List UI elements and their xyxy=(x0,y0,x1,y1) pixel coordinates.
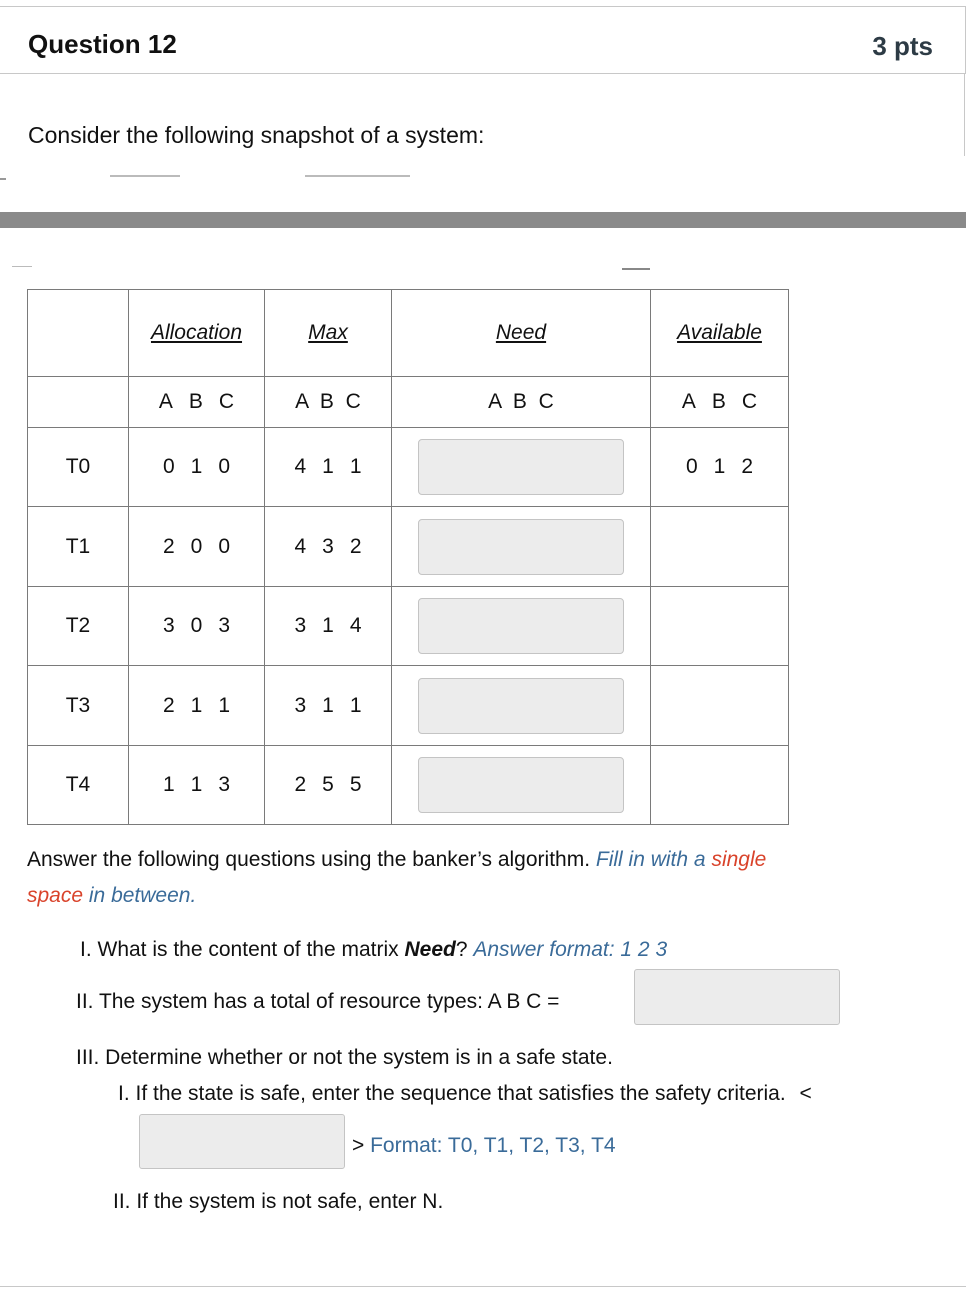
separator-band xyxy=(0,212,966,228)
need-input-t3[interactable] xyxy=(418,678,624,734)
instructions-fill: Fill in with a xyxy=(595,848,706,871)
allocation-subheader xyxy=(129,377,265,428)
table-row xyxy=(28,666,789,746)
greater-than: > xyxy=(352,1134,365,1157)
value: 1 xyxy=(349,693,362,717)
thread-label: T2 xyxy=(28,587,129,666)
allocation-header: Allocation xyxy=(129,290,265,377)
need-input-t0[interactable] xyxy=(418,439,624,495)
table-row xyxy=(28,507,789,587)
value: 1 xyxy=(218,693,231,717)
thread-label: T3 xyxy=(28,666,129,746)
value: 3 xyxy=(322,534,334,558)
empty-cell xyxy=(651,666,789,746)
need-input-t1[interactable] xyxy=(418,519,624,575)
table-row xyxy=(28,587,789,666)
need-header: Need xyxy=(392,290,651,377)
instructions-between: in between. xyxy=(88,884,197,907)
value: 2 xyxy=(162,693,175,717)
allocation-values xyxy=(129,587,265,666)
value: 1 xyxy=(322,614,334,637)
q2-text: II. The system has a total of resource types: A B C = xyxy=(76,990,560,1013)
intro-text: Consider the following snapshot of a system: xyxy=(28,122,485,148)
max-values xyxy=(265,666,392,746)
value: 4 xyxy=(349,614,362,637)
resource-label: C xyxy=(218,390,235,413)
value: 3 xyxy=(294,614,307,637)
question-points: 3 pts xyxy=(872,31,933,61)
instructions xyxy=(27,848,766,872)
q3-sub1-text: I. If the state is safe, enter the sequence that satisfies the safety criteria. xyxy=(118,1082,786,1105)
empty-cell xyxy=(651,507,789,587)
instructions-space: space xyxy=(27,884,84,907)
scan-artifact xyxy=(0,178,6,180)
empty-cell xyxy=(28,290,129,377)
instructions-main: Answer the following questions using the banker’s algorithm. xyxy=(27,848,591,871)
need-input-t2[interactable] xyxy=(418,598,624,654)
value: 2 xyxy=(741,455,754,478)
q1-need: Need xyxy=(404,938,456,961)
max-values xyxy=(265,507,392,587)
available-values xyxy=(651,428,789,507)
table-subheader-row xyxy=(28,377,789,428)
q3-format: Format: T0, T1, T2, T3, T4 xyxy=(370,1134,616,1157)
value: 0 xyxy=(190,534,203,558)
need-cell xyxy=(392,428,651,507)
value: 3 xyxy=(218,773,231,796)
value: 1 xyxy=(190,773,203,796)
value: 0 xyxy=(190,614,203,637)
max-values xyxy=(265,587,392,666)
q3-format-line xyxy=(352,1134,616,1158)
value: 3 xyxy=(162,614,175,637)
less-than: < xyxy=(799,1082,812,1105)
empty-cell xyxy=(651,587,789,666)
available-header: Available xyxy=(651,290,789,377)
need-cell xyxy=(392,746,651,825)
empty-cell xyxy=(651,746,789,825)
table-row xyxy=(28,428,789,507)
value: 0 xyxy=(218,534,231,558)
value: 3 xyxy=(218,614,231,637)
need-input-t4[interactable] xyxy=(418,757,624,813)
resource-label: A xyxy=(681,390,696,413)
scan-artifact xyxy=(12,266,32,267)
scan-artifact xyxy=(110,175,180,177)
value: 5 xyxy=(349,773,362,796)
value: 0 xyxy=(218,455,231,478)
value: 1 xyxy=(162,773,175,796)
max-header: Max xyxy=(265,290,392,377)
q3-text: III. Determine whether or not the system is in a safe state. xyxy=(76,1046,613,1069)
question-1 xyxy=(80,938,667,962)
max-values xyxy=(265,746,392,825)
value: 4 xyxy=(294,455,307,478)
allocation-values xyxy=(129,666,265,746)
instructions-line-2 xyxy=(27,884,196,908)
value: 0 xyxy=(685,455,698,478)
value: 1 xyxy=(349,455,362,478)
table-header-row xyxy=(28,290,789,377)
value: 1 xyxy=(322,693,334,717)
q1-format: Answer format: 1 2 3 xyxy=(473,938,668,961)
value: 4 xyxy=(294,534,307,558)
resource-label: B xyxy=(711,390,726,413)
value: 1 xyxy=(713,455,726,478)
value: 1 xyxy=(190,693,203,717)
scan-artifact xyxy=(622,268,650,270)
q1-prefix: I. What is the content of the matrix xyxy=(80,938,399,961)
question-header xyxy=(0,6,966,74)
thread-label: T4 xyxy=(28,746,129,825)
q1-suffix: ? xyxy=(455,938,468,961)
safe-sequence-input[interactable] xyxy=(139,1114,345,1169)
value: 2 xyxy=(162,534,175,558)
q3-sub2: II. If the system is not safe, enter N. xyxy=(113,1190,444,1213)
need-subheader: A B C xyxy=(392,377,651,428)
instructions-single: single xyxy=(711,848,767,871)
max-values xyxy=(265,428,392,507)
empty-cell xyxy=(28,377,129,428)
resource-label: C xyxy=(741,390,758,413)
allocation-values xyxy=(129,428,265,507)
question-title: Question 12 xyxy=(28,29,177,59)
need-cell xyxy=(392,666,651,746)
q3-sub1 xyxy=(118,1082,812,1106)
value: 5 xyxy=(322,773,334,796)
allocation-values xyxy=(129,746,265,825)
max-subheader: A B C xyxy=(265,377,392,428)
thread-label: T1 xyxy=(28,507,129,587)
divider xyxy=(0,1286,966,1287)
thread-label: T0 xyxy=(28,428,129,507)
divider xyxy=(964,74,965,156)
value: 1 xyxy=(322,455,334,478)
scan-artifact xyxy=(305,175,410,177)
resource-label: A xyxy=(158,390,173,413)
value: 1 xyxy=(190,455,203,478)
available-subheader xyxy=(651,377,789,428)
total-resources-input[interactable] xyxy=(634,969,840,1025)
value: 2 xyxy=(349,534,362,558)
value: 3 xyxy=(294,693,307,717)
need-cell xyxy=(392,587,651,666)
allocation-values xyxy=(129,507,265,587)
snapshot-table xyxy=(27,289,789,825)
value: 0 xyxy=(162,455,175,478)
resource-label: B xyxy=(188,390,203,413)
need-cell xyxy=(392,507,651,587)
value: 2 xyxy=(294,773,307,796)
table-row xyxy=(28,746,789,825)
